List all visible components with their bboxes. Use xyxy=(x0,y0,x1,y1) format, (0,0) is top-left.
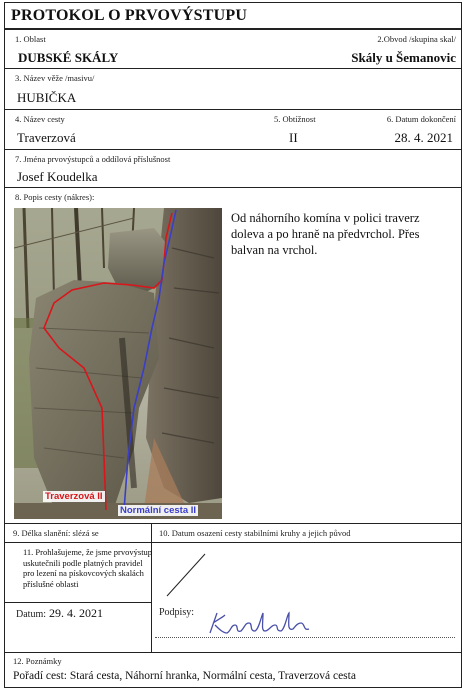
route-photo xyxy=(14,208,222,519)
row-climbers xyxy=(5,150,461,188)
difficulty-value: II xyxy=(289,130,298,145)
date-value: 29. 4. 2021 xyxy=(49,606,103,620)
district-value: Skály u Šemanovic xyxy=(351,50,456,65)
signature-line xyxy=(155,637,455,638)
row-route xyxy=(5,110,461,150)
completion-date-label: 6. Datum dokončení xyxy=(386,114,456,124)
form-title-bar xyxy=(5,3,461,30)
difficulty-label: 5. Obtížnost xyxy=(274,114,316,124)
declaration-text: 11. Prohlašujeme, že jsme prvovýstup uskutečnili podle platných pravidel pro lezení na pískovcových skalách příslušné oblasti xyxy=(23,547,153,589)
description-label: 8. Popis cesty (nákres): xyxy=(15,192,95,202)
signatures-label: Podpisy: xyxy=(159,607,195,618)
completion-date-value: 28. 4. 2021 xyxy=(394,130,453,145)
climbers-value: Josef Koudelka xyxy=(17,169,98,184)
route-name-value: Traverzová xyxy=(17,130,76,145)
row-tower xyxy=(5,69,461,110)
area-label: 1. Oblast xyxy=(15,34,46,44)
bolts-date-label: 10. Datum osazení cesty stabilními kruhy a jejich původ xyxy=(159,528,351,538)
area-value: DUBSKÉ SKÁLY xyxy=(18,50,119,65)
row-rappel xyxy=(5,524,461,543)
first-ascent-form xyxy=(4,2,462,688)
route-label-blue: Normální cesta II xyxy=(120,505,197,516)
row-area xyxy=(5,30,461,69)
date-label: Datum: xyxy=(16,609,46,620)
notes-value: Pořadí cest: Stará cesta, Náhorní hranka, Normální cesta, Traverzová cesta xyxy=(13,670,356,682)
route-description: Od náhorního komína v polici traverz doleva a po hraně na předvrchol. Přes balvan na vrchol. xyxy=(231,211,420,257)
handwritten-signature xyxy=(205,609,315,644)
tower-value: HUBIČKA xyxy=(17,90,77,105)
route-name-label: 4. Název cesty xyxy=(15,114,65,124)
tower-label: 3. Název věže /masivu/ xyxy=(15,73,95,83)
district-label: 2.Obvod /skupina skal/ xyxy=(377,34,456,44)
rappel-label: 9. Délka slanění: slézá se xyxy=(13,528,99,538)
route-label-red: Traverzová II xyxy=(45,491,103,502)
climbers-label: 7. Jména prvovýstupců a oddílová příslušnost xyxy=(15,154,171,164)
form-title: PROTOKOL O PRVOVÝSTUPU xyxy=(11,7,248,24)
blank-strike-line xyxy=(155,544,461,602)
notes-label: 12. Poznámky xyxy=(13,656,62,666)
